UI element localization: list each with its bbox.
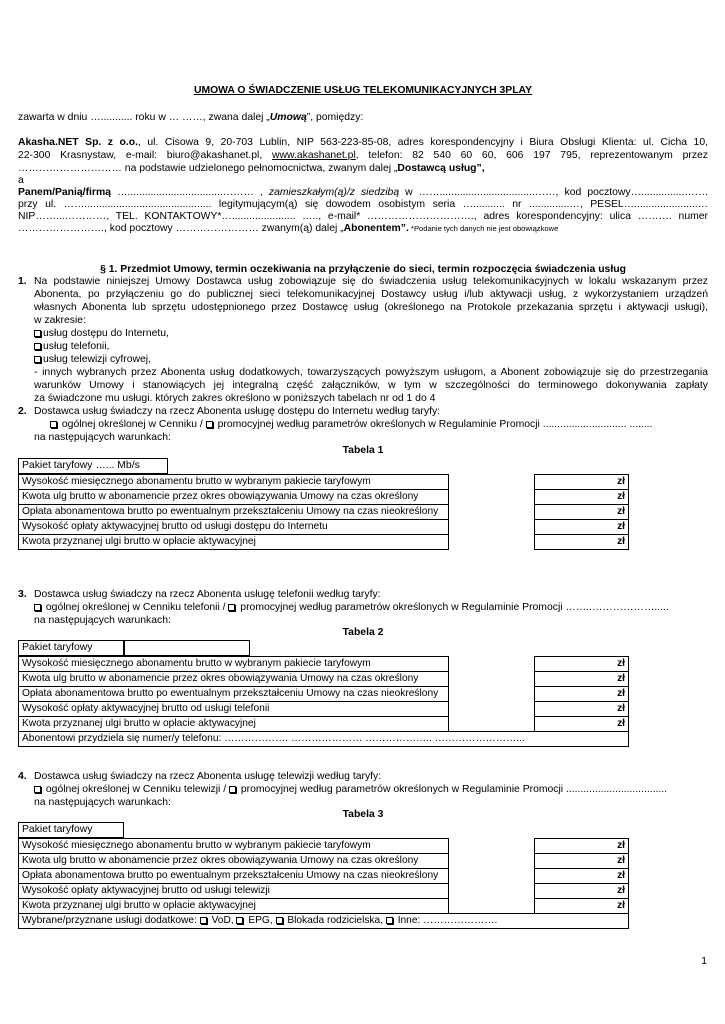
service-tv-label: usług telewizji cyfrowej, — [43, 354, 151, 365]
service-telephony-label: usług telefonii, — [43, 341, 110, 352]
table-cell: Wysokość opłaty aktywacyjnej brutto od usługi telefonii — [19, 702, 449, 717]
table-3-package: Pakiet taryfowy — [18, 822, 124, 838]
table-cell: Opłata abonamentowa brutto po ewentualnym przekształceniu Umowy na czas nieokreślony — [19, 505, 449, 520]
amount-cell[interactable]: zł — [535, 854, 629, 869]
provider-name: Akasha.NET Sp. z o.o. — [18, 137, 138, 148]
client-line-2: przy ul. ……............................................ legitymującym(ą) się dowodem osobistym seria …........... nr ..............…, PESEL…......................… — [18, 199, 708, 210]
checkbox-icon[interactable] — [34, 343, 41, 350]
amount-cell[interactable]: zł — [535, 717, 629, 732]
table-cell: Opłata abonamentowa brutto po ewentualnym przekształceniu Umowy na czas nieokreślony — [19, 869, 449, 884]
p1-line-1: Na podstawie niniejszej Umowy Dostawca usług zobowiązuje się do świadczenia usług telekomunikacyjnych w lokalu wskazanym przez — [34, 276, 708, 287]
table-cell: Wysokość opłaty aktywacyjnej brutto od usługi dostępu do Internetu — [19, 520, 449, 535]
p1-line-2: Abonenta, po przyłączeniu go do publicznej sieci telekomunikacyjnej Dostawcy usług i/lub aktywacji usług, z wykorzystaniem urządzeń — [34, 289, 708, 300]
table-cell: Kwota ulg brutto w abonamencie przez okres obowiązywania Umowy na czas określony — [19, 854, 449, 869]
table-2 — [18, 656, 629, 747]
table-cell: Opłata abonamentowa brutto po ewentualnym przekształceniu Umowy na czas nieokreślony — [19, 687, 449, 702]
checkbox-icon[interactable] — [229, 786, 236, 793]
p3-option-general: ogólnej określonej w Cenniku telefonii / — [43, 602, 229, 613]
p2-options — [50, 418, 724, 431]
table-cell: Kwota ulg brutto w abonamencie przez okres obowiązywania Umowy na czas określony — [19, 490, 449, 505]
p4-options — [34, 783, 708, 796]
client-residence-label: zamieszkałym(ą)/z siedzibą — [268, 187, 400, 198]
amount-cell[interactable]: zł — [535, 520, 629, 535]
provider-alias-close: ”, — [476, 163, 485, 174]
p2-number: 2. — [18, 406, 27, 417]
p2-conditions: na następujących warunkach: — [34, 432, 171, 443]
table-cell: Kwota przyznanej ulgi brutto w opłacie aktywacyjnej — [19, 717, 449, 732]
table-cell: Kwota przyznanej ulgi brutto w opłacie aktywacyjnej — [19, 535, 449, 550]
table-cell: Kwota ulg brutto w abonamencie przez okres obowiązywania Umowy na czas określony — [19, 672, 449, 687]
amount-cell[interactable]: zł — [535, 475, 629, 490]
amount-cell[interactable]: zł — [535, 839, 629, 854]
table-row — [19, 475, 629, 490]
table-2-caption: Tabela 2 — [342, 627, 384, 638]
client-alias: Abonentem”. — [343, 223, 409, 234]
amount-cell[interactable]: zł — [535, 869, 629, 884]
client-label: Panem/Panią/firmą — [18, 187, 111, 198]
table-cell: Wysokość miesięcznego abonamentu brutto w wybranym pakiecie taryfowym — [19, 475, 449, 490]
checkbox-icon[interactable] — [34, 604, 41, 611]
table-cell: Wysokość miesięcznego abonamentu brutto w wybranym pakiecie taryfowym — [19, 657, 449, 672]
table-row — [19, 520, 629, 535]
other-line-3: za świadczone mu usługi. których zakres określono w poniższych tabelach nr od 1 do 4 — [34, 393, 436, 404]
p3-options — [34, 601, 708, 614]
table-row — [19, 914, 629, 929]
amount-cell[interactable]: zł — [535, 687, 629, 702]
amount-cell[interactable]: zł — [535, 702, 629, 717]
p3-text: Dostawca usług świadczy na rzecz Abonenta usługę telefonii według taryfy: — [34, 589, 381, 600]
p1-line-3: własnych Abonenta lub sprzętu udostępnionego przez Dostawcę usług (określonego na Protokole przekazania sprzętu i aktywacji usługi), — [34, 302, 708, 313]
client-line-3: NIP……...…………, TEL. KONTAKTOWY*…...................... ….., e-mail* …………………………., adres korespondencyjny: ulica ………. numer — [18, 211, 708, 222]
p3-number: 3. — [18, 589, 27, 600]
checkbox-icon[interactable] — [200, 917, 207, 924]
p4-option-promo: promocyjnej według parametrów określonych w Regulaminie Promocji ................................... — [237, 784, 668, 795]
amount-cell[interactable]: zł — [535, 490, 629, 505]
intro-post: ”, pomiędzy: — [306, 112, 364, 123]
table-row — [19, 854, 629, 869]
provider-line-1 — [18, 136, 708, 149]
client-postcode-field: ……………………., kod pocztowy …………………… zwanym(ą) dalej „ — [18, 223, 344, 234]
intro-umowa: Umową — [269, 112, 307, 123]
table-row — [19, 839, 629, 854]
table-3-caption: Tabela 3 — [342, 809, 384, 820]
client-name-field: ….................................……… , — [110, 187, 269, 198]
table-row — [19, 505, 629, 520]
provider-address: , ul. Cisowa 9, 20-703 Lublin, NIP 563-223-85-08, adres korespondencyjny i Biura Obsługi Klienta: ul. Cicha 10, — [137, 137, 708, 148]
checkbox-icon[interactable] — [50, 421, 57, 428]
table-cell: Wysokość miesięcznego abonamentu brutto w wybranym pakiecie taryfowym — [19, 839, 449, 854]
page-number: 1 — [701, 956, 707, 967]
and-line: a — [18, 175, 24, 186]
table-row — [19, 657, 629, 672]
p2-option-promo: promocyjnej według parametrów określonych w Regulaminie Promocji ............................. ........ — [214, 419, 653, 430]
table-row — [19, 702, 629, 717]
provider-representative: ………………………… na podstawie udzielonego pełnomocnictwa, zwanym dalej „ — [18, 163, 398, 174]
intro-pre: zawarta w dniu …........... roku w … ……, zwana dalej „ — [18, 112, 270, 123]
section-1-title: § 1. Przedmiot Umowy, termin oczekiwania na przyłączenie do sieci, termin rozpoczęcia świadczenia usług — [100, 264, 626, 275]
amount-cell[interactable]: zł — [535, 505, 629, 520]
provider-line-2 — [18, 149, 708, 162]
extra-other: Inne: …………………. — [394, 914, 498, 926]
provider-website-link[interactable]: www.akashanet.pl — [272, 150, 356, 161]
checkbox-icon[interactable] — [206, 421, 213, 428]
client-footnote: *Podanie tych danych nie jest obowiązkowe — [408, 224, 559, 233]
checkbox-icon[interactable] — [236, 917, 243, 924]
table-row — [19, 490, 629, 505]
amount-cell[interactable]: zł — [535, 535, 629, 550]
client-line-4 — [18, 222, 708, 235]
p4-conditions: na następujących warunkach: — [34, 797, 171, 808]
table-2-package: Pakiet taryfowy — [18, 640, 124, 656]
extra-epg: EPG, — [245, 914, 276, 926]
extra-parental-lock: Blokada rodzicielska, — [284, 914, 386, 926]
table-cell: Kwota przyznanej ulgi brutto w opłacie aktywacyjnej — [19, 899, 449, 914]
checkbox-icon[interactable] — [386, 917, 393, 924]
other-line-1: - innych wybranych przez Abonenta usług dodatkowych, towarzyszących powyższym usługom, a Abonent zobowiązuje się do przestrzegania — [34, 367, 708, 378]
p2-option-general: ogólnej określonej w Cenniku / — [59, 419, 206, 430]
intro-line — [18, 111, 708, 124]
p3-option-promo: promocyjnej według parametrów określonych w Regulaminie Promocji ……..………………..... — [237, 602, 669, 613]
amount-cell[interactable]: zł — [535, 884, 629, 899]
extras-cell — [19, 914, 629, 929]
checkbox-icon[interactable] — [276, 917, 283, 924]
table-1 — [18, 474, 629, 550]
p2-text: Dostawca usług świadczy na rzecz Abonenta usługę dostępu do Internetu według taryfy: — [34, 406, 441, 417]
other-line-2: warunków Umowy i stanowiących jej integralną część załączników, w tym w szczególności do terminowego dokonywania zapłaty — [34, 380, 708, 391]
service-internet — [34, 327, 708, 340]
checkbox-icon[interactable] — [34, 786, 41, 793]
checkbox-icon[interactable] — [228, 604, 235, 611]
extras-label: Wybrane/przyznane usługi dodatkowe: — [22, 914, 200, 926]
checkbox-icon[interactable] — [34, 356, 41, 363]
amount-cell[interactable]: zł — [535, 672, 629, 687]
table-row — [19, 535, 629, 550]
provider-phones: , telefon: 82 540 60 60, 606 197 795, reprezentowanym przez — [355, 150, 708, 161]
table-row — [19, 869, 629, 884]
table-1-package: Pakiet taryfowy …... Mb/s — [18, 458, 168, 474]
p3-conditions: na następujących warunkach: — [34, 615, 171, 626]
p4-text: Dostawca usług świadczy na rzecz Abonenta usługę telewizji według taryfy: — [34, 771, 382, 782]
table-row — [19, 899, 629, 914]
table-1-caption: Tabela 1 — [342, 445, 384, 456]
p1-line-4: w zakresie: — [34, 315, 86, 326]
provider-alias: Dostawcą usług — [397, 163, 477, 174]
amount-cell[interactable]: zł — [535, 899, 629, 914]
table-row — [19, 717, 629, 732]
table-row — [19, 687, 629, 702]
client-residence-field: w …….................................……, kod pocztowy…...............……. — [399, 187, 708, 198]
service-tv — [34, 353, 708, 366]
document-title: UMOWA O ŚWIADCZENIE USŁUG TELEKOMUNIKACYJNYCH 3PLAY — [193, 85, 533, 96]
table-row — [19, 884, 629, 899]
checkbox-icon[interactable] — [34, 330, 41, 337]
amount-cell[interactable]: zł — [535, 657, 629, 672]
table-cell: Wysokość opłaty aktywacyjnej brutto od usługi telewizji — [19, 884, 449, 899]
service-internet-label: usług dostępu do Internetu, — [43, 328, 169, 339]
p4-option-general: ogólnej określonej w Cenniku telewizji / — [43, 784, 229, 795]
service-telephony — [34, 340, 708, 353]
phone-numbers-cell[interactable]: Abonentowi przydziela się numer/y telefonu: ………………. ………………… ……………….. ……………………... — [19, 732, 629, 747]
table-3 — [18, 838, 629, 929]
provider-email: 22-300 Krasnystaw, e-mail: biuro@akashanet.pl, — [18, 150, 273, 161]
p4-number: 4. — [18, 771, 27, 782]
table-row — [19, 672, 629, 687]
table-2-package-value[interactable] — [124, 640, 250, 656]
extra-vod: VoD, — [208, 914, 237, 926]
table-row — [19, 732, 629, 747]
p1-number: 1. — [18, 276, 27, 287]
